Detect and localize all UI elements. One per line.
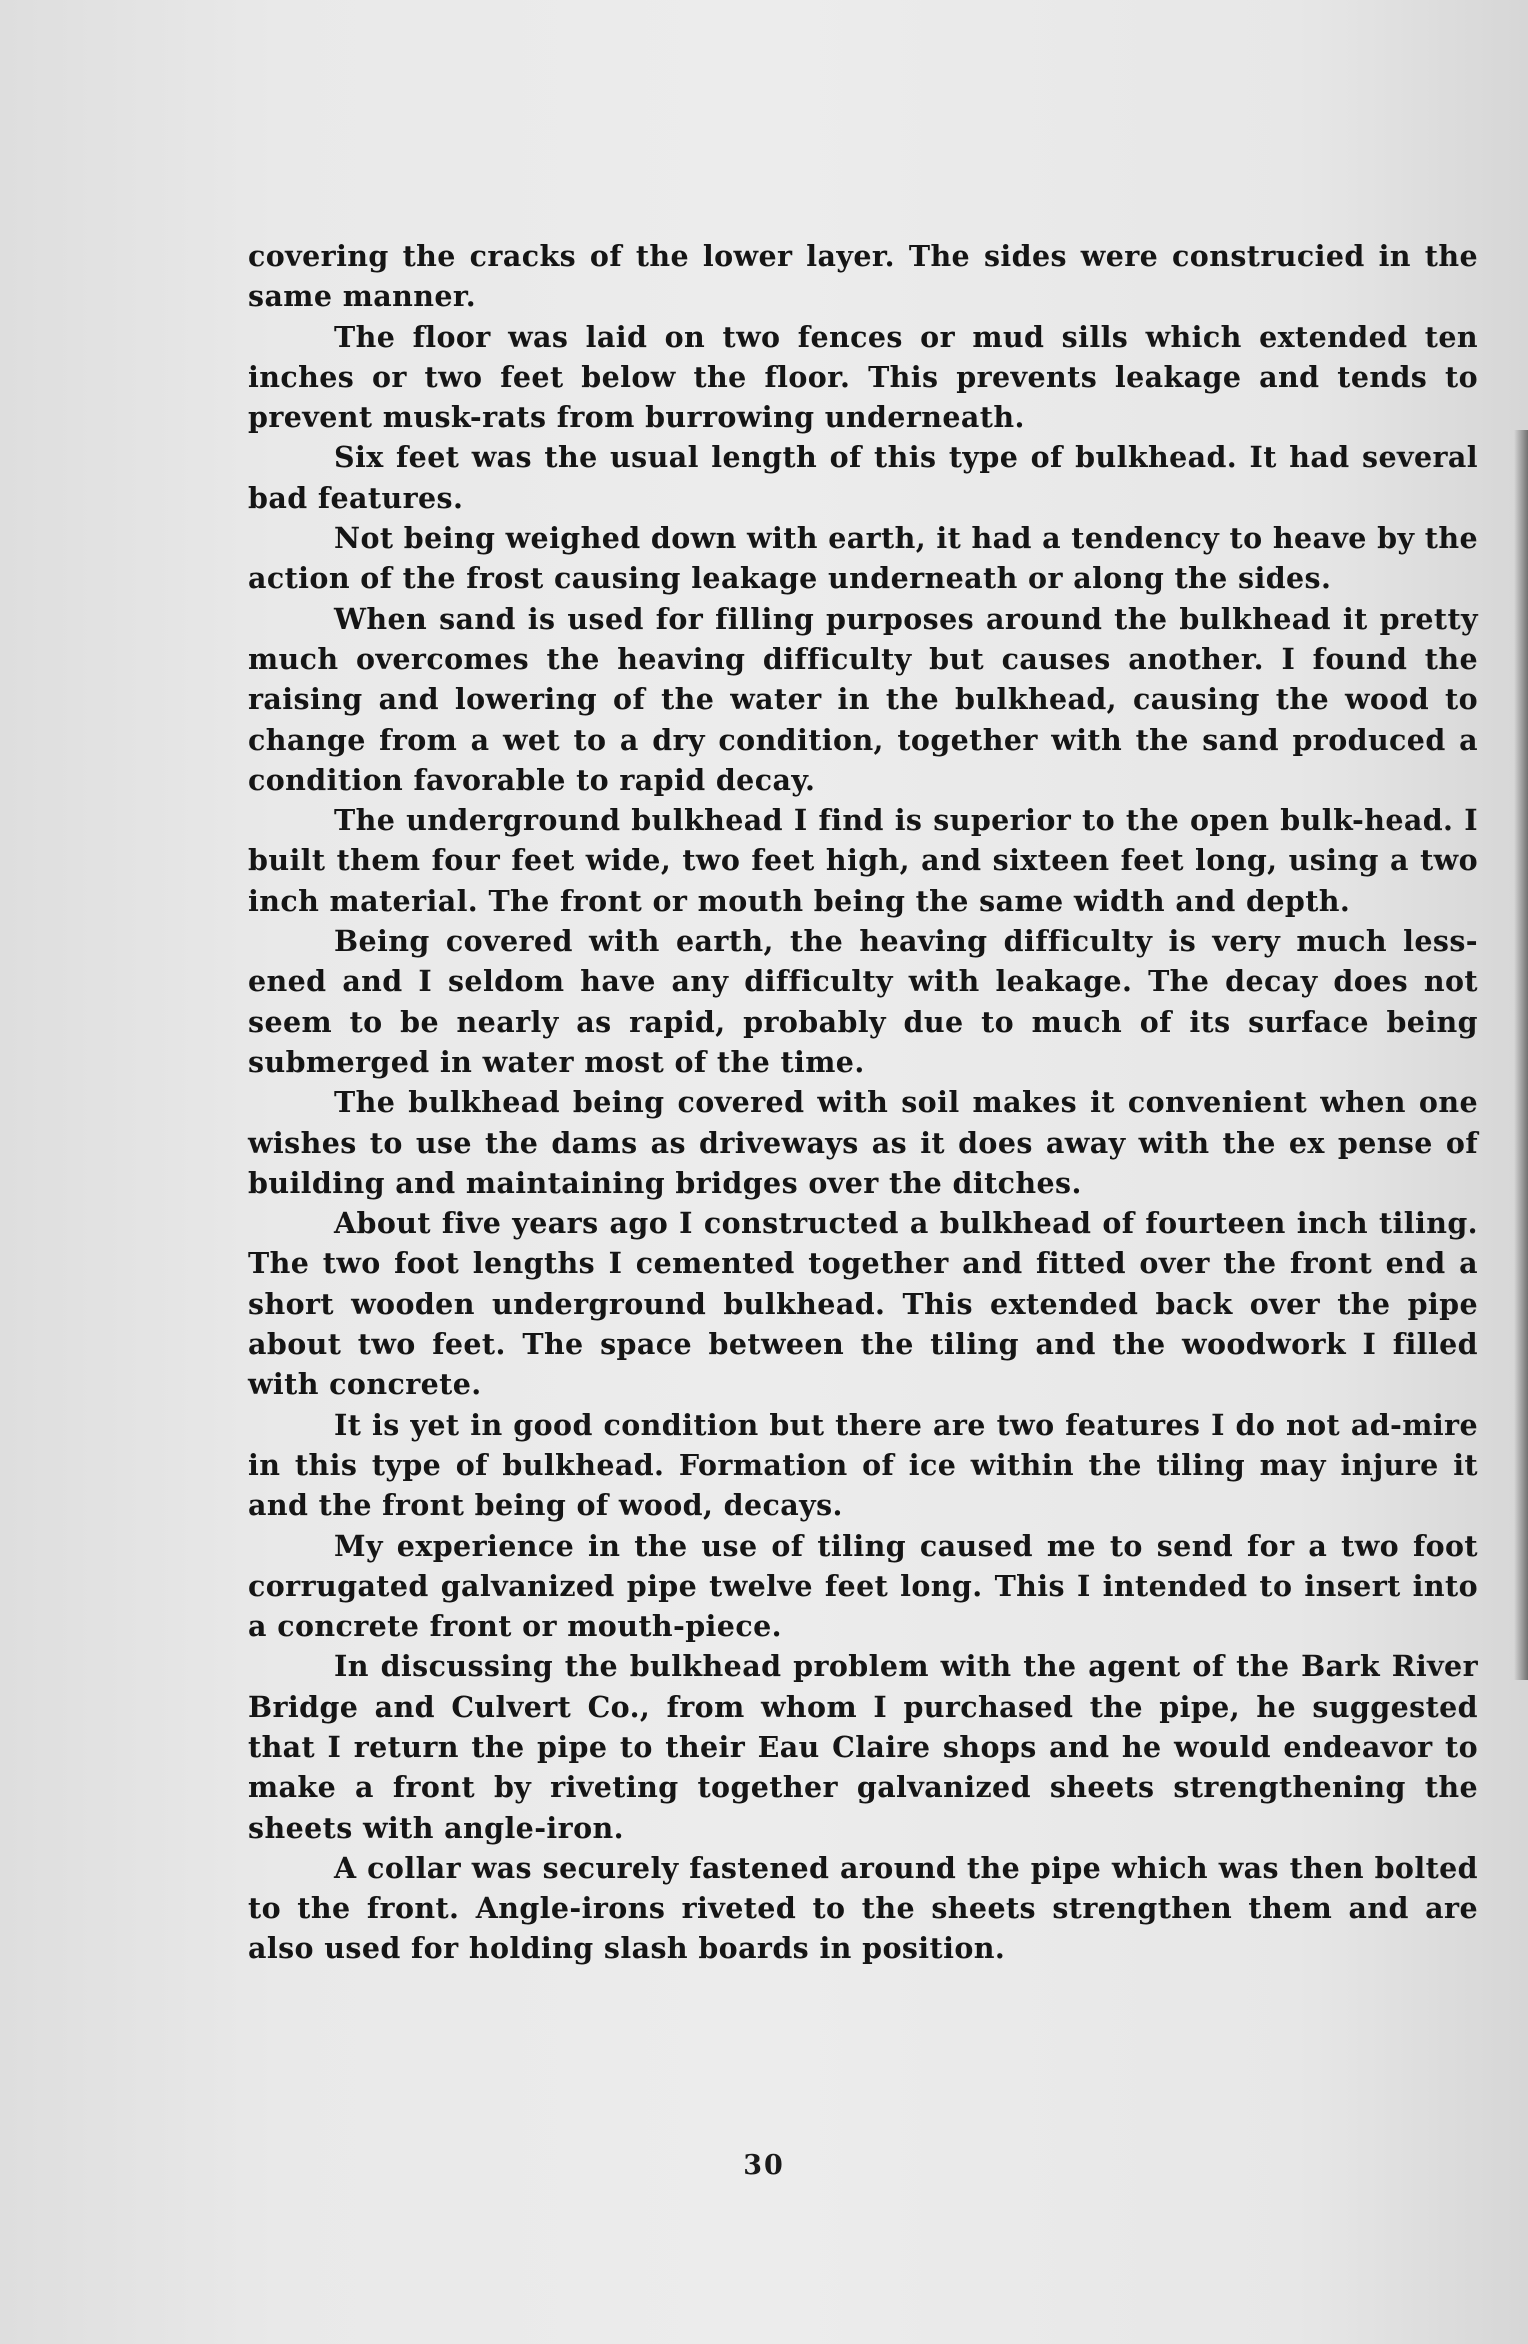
- page-number: 30: [743, 2150, 785, 2181]
- page-edge-shadow: [1514, 430, 1528, 1680]
- paragraph-8: The bulkhead being covered with soil makes it convenient when one wishes to use the dams as driveways as it does away with the ex pense of building and maintaining bridges over the ditches.: [248, 1085, 1478, 1200]
- paragraph-9: About five years ago I constructed a bulkhead of fourteen inch tiling. The two foot lengths I cemented together and fitted over the front end a short wooden underground bulkhead. This extended back over the pipe about two feet. The space between the tiling and the woodwork I filled with concrete.: [248, 1206, 1478, 1402]
- paragraph-12: In discussing the bulkhead problem with the agent of the Bark River Bridge and Culvert Co., from whom I purchased the pipe, he suggested that I return the pipe to their Eau Claire shops and he would endeavor to make a front by riveting together galvanized sheets strengthening the sheets with angle-iron.: [248, 1649, 1478, 1845]
- body-text: [248, 236, 1478, 1969]
- paragraph-10: It is yet in good condition but there are two features I do not ad-mire in this type of bulkhead. Formation of ice within the tiling may injure it and the front being of wood, decays.: [248, 1407, 1478, 1523]
- paragraph-2: The floor was laid on two fences or mud sills which extended ten inches or two feet below the floor. This prevents leakage and tends to prevent musk-rats from burrowing underneath.: [248, 319, 1478, 435]
- paragraph-11: My experience in the use of tiling caused me to send for a two foot corrugated galvanized pipe twelve feet long. This I intended to insert into a concrete front or mouth-piece.: [248, 1528, 1478, 1644]
- paragraph-6: The underground bulkhead I find is superior to the open bulk-head. I built them four feet wide, two feet high, and sixteen feet long, using a two inch material. The front or mouth being the same width and depth.: [248, 803, 1478, 918]
- paragraph-4: Not being weighed down with earth, it had a tendency to heave by the action of the frost causing leakage underneath or along the sides.: [248, 521, 1478, 596]
- paragraph-13: A collar was securely fastened around the pipe which was then bolted to the front. Angle-irons riveted to the sheets strengthen them and are also used for holding slash boards in position.: [248, 1850, 1478, 1966]
- paragraph-1: covering the cracks of the lower layer. The sides were construcied in the same manner.: [248, 239, 1478, 314]
- paragraph-7: Being covered with earth, the heaving difficulty is very much less-ened and I seldom have any difficulty with leakage. The decay does not seem to be nearly as rapid, probably due to much of its surface being submerged in water most of the time.: [248, 924, 1478, 1079]
- paragraph-3: Six feet was the usual length of this type of bulkhead. It had several bad features.: [248, 440, 1478, 515]
- paragraph-5: When sand is used for filling purposes around the bulkhead it pretty much overcomes the heaving difficulty but causes another. I found the raising and lowering of the water in the bulkhead, causing the wood to change from a wet to a dry condition, together with the sand produced a condition favorable to rapid decay.: [248, 601, 1478, 797]
